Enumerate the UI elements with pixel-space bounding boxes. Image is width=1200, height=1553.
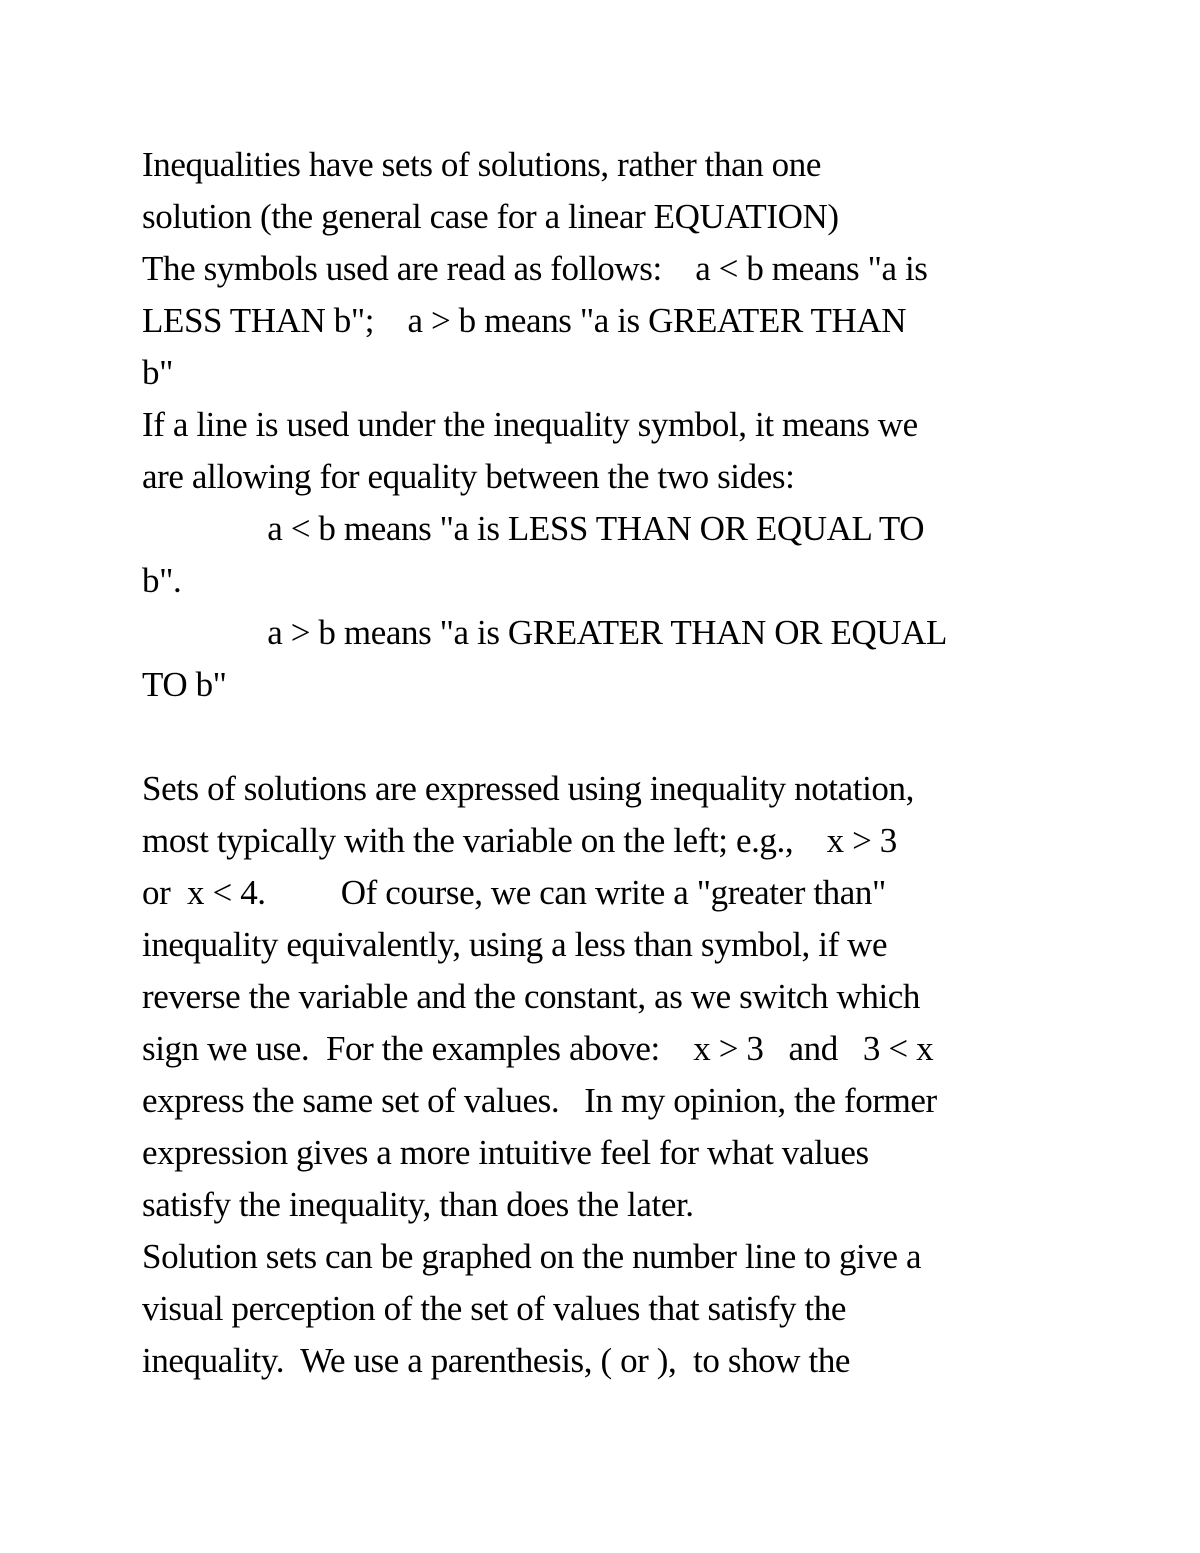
- text-line: visual perception of the set of values that satisfy the: [142, 1289, 847, 1328]
- text-line: inequality equivalently, using a less than symbol, if we: [142, 925, 888, 964]
- text-line: expression gives a more intuitive feel for what values: [142, 1133, 869, 1172]
- text-line: The symbols used are read as follows: a < b means "a is: [142, 249, 928, 288]
- text-line: If a line is used under the inequality symbol, it means we: [142, 405, 918, 444]
- text-line: satisfy the inequality, than does the later.: [142, 1185, 694, 1224]
- text-line: are allowing for equality between the two sides:: [142, 457, 795, 496]
- text-line: express the same set of values. In my opinion, the former: [142, 1081, 937, 1120]
- text-line: Inequalities have sets of solutions, rather than one: [142, 145, 822, 184]
- text-line: a < b means "a is LESS THAN OR EQUAL TO: [142, 509, 925, 548]
- text-line: Sets of solutions are expressed using inequality notation,: [142, 769, 914, 808]
- text-line: a > b means "a is GREATER THAN OR EQUAL: [142, 613, 948, 652]
- text-line: LESS THAN b"; a > b means "a is GREATER THAN: [142, 301, 907, 340]
- text-line: most typically with the variable on the left; e.g., x > 3: [142, 821, 897, 860]
- text-line: TO b": [142, 665, 227, 704]
- text-line: solution (the general case for a linear EQUATION): [142, 197, 839, 236]
- text-line: reverse the variable and the constant, as we switch which: [142, 977, 921, 1016]
- text-line: b".: [142, 561, 182, 600]
- text-line: b": [142, 353, 173, 392]
- text-line: or x < 4. Of course, we can write a "greater than": [142, 873, 886, 912]
- text-line: sign we use. For the examples above: x > 3 and 3 < x: [142, 1029, 934, 1068]
- text-line: Solution sets can be graphed on the number line to give a: [142, 1237, 922, 1276]
- text-line: inequality. We use a parenthesis, ( or ), to show the: [142, 1341, 851, 1380]
